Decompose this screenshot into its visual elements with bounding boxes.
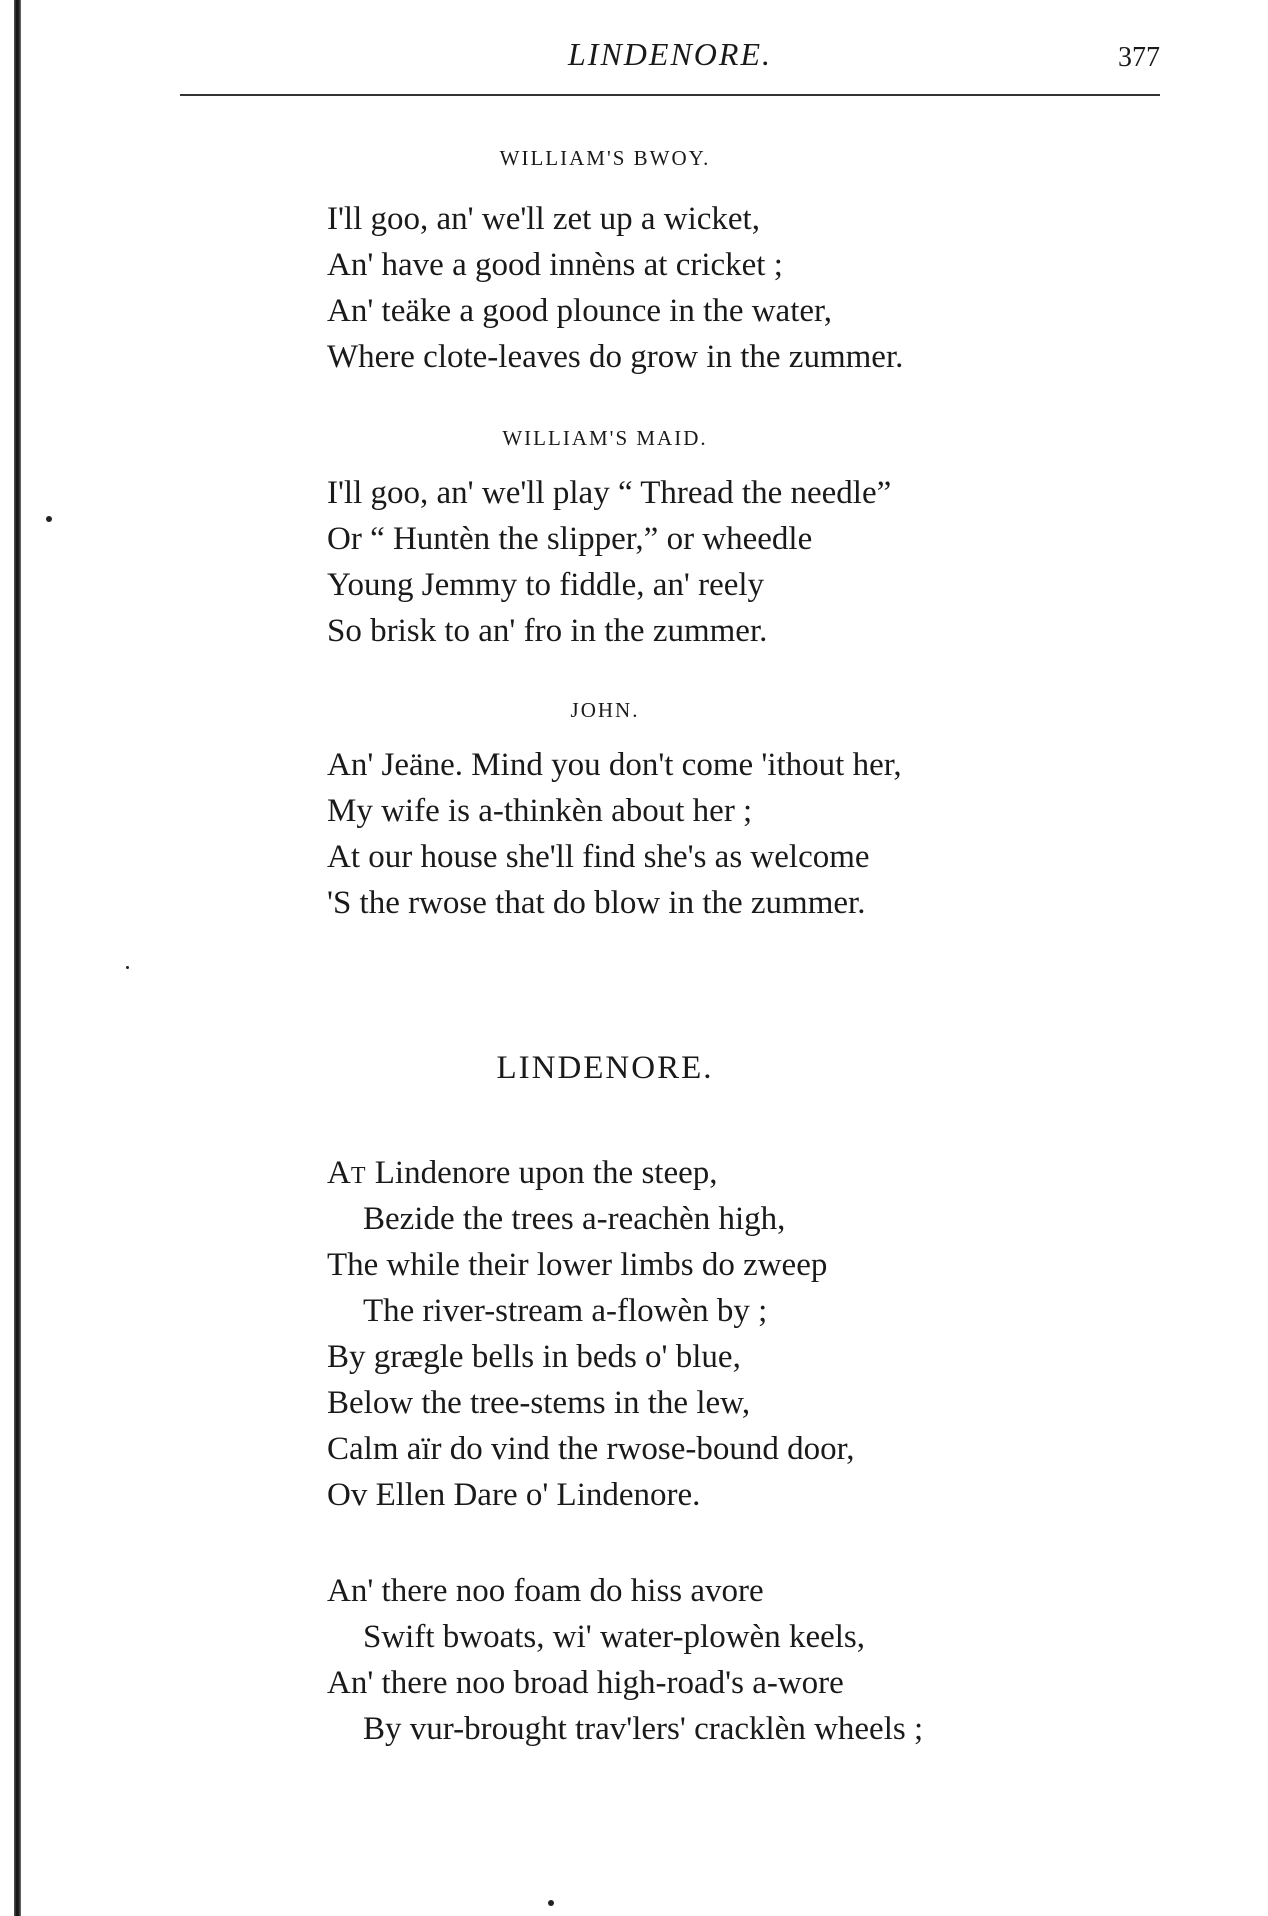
verse-line: Or “ Huntèn the slipper,” or wheedle (327, 521, 813, 557)
verse-line: An' have a good innèns at cricket ; (327, 247, 783, 283)
margin-speck (126, 966, 129, 969)
verse-line: Calm aïr do vind the rwose-bound door, (327, 1431, 855, 1467)
margin-speck (548, 1900, 554, 1906)
verse-line: An' teäke a good plounce in the water, (327, 293, 832, 329)
verse-line: The river-stream a-flowèn by ; (363, 1293, 768, 1329)
running-head (180, 36, 1160, 86)
verse-line: An' Jeäne. Mind you don't come 'ithout her, (327, 747, 902, 783)
verse-line: I'll goo, an' we'll play “ Thread the needle” (327, 475, 892, 511)
verse-line: My wife is a-thinkèn about her ; (327, 793, 753, 829)
book-spine-edge (14, 0, 21, 1916)
speaker-heading: JOHN. (570, 698, 640, 722)
drop-initial: A (327, 1155, 351, 1191)
stanza (327, 470, 1187, 654)
speaker-heading: WILLIAM'S BWOY. (499, 146, 711, 170)
verse-line: Ov Ellen Dare o' Lindenore. (327, 1477, 701, 1513)
verse-line: By vur-brought trav'lers' cracklèn wheels ; (363, 1711, 924, 1747)
stanza (327, 742, 1187, 926)
page-number: 377 (1118, 42, 1160, 73)
stanza (327, 196, 1187, 380)
verse-line: Bezide the trees a-reachèn high, (363, 1201, 786, 1237)
verse-line: Swift bwoats, wi' water-plowèn keels, (363, 1619, 866, 1655)
header-rule (180, 94, 1160, 96)
verse-line: I'll goo, an' we'll zet up a wicket, (327, 201, 760, 237)
poem-stanza (327, 1150, 1187, 1518)
verse-line-rest: Lindenore upon the steep, (366, 1155, 718, 1191)
margin-speck (46, 516, 52, 522)
verse-line-first (327, 1150, 1187, 1196)
speaker-heading: WILLIAM'S MAID. (502, 426, 708, 450)
verse-line: An' there noo broad high-road's a-wore (327, 1665, 844, 1701)
verse-line: The while their lower limbs do zweep (327, 1247, 828, 1283)
verse-line: 'S the rwose that do blow in the zummer. (327, 885, 866, 921)
verse-line: An' there noo foam do hiss avore (327, 1573, 764, 1609)
verse-line: Where clote-leaves do grow in the zummer. (327, 339, 904, 375)
poem-stanza (327, 1568, 1187, 1752)
verse-line: Young Jemmy to fiddle, an' reely (327, 567, 765, 603)
verse-line: At our house she'll find she's as welcome (327, 839, 870, 875)
verse-line: By grægle bells in beds o' blue, (327, 1339, 741, 1375)
running-head-title: LINDENORE. (568, 36, 772, 72)
poem-title: LINDENORE. (496, 1050, 714, 1086)
verse-line: So brisk to an' fro in the zummer. (327, 613, 768, 649)
small-caps: T (350, 1163, 367, 1189)
verse-line: Below the tree-stems in the lew, (327, 1385, 751, 1421)
